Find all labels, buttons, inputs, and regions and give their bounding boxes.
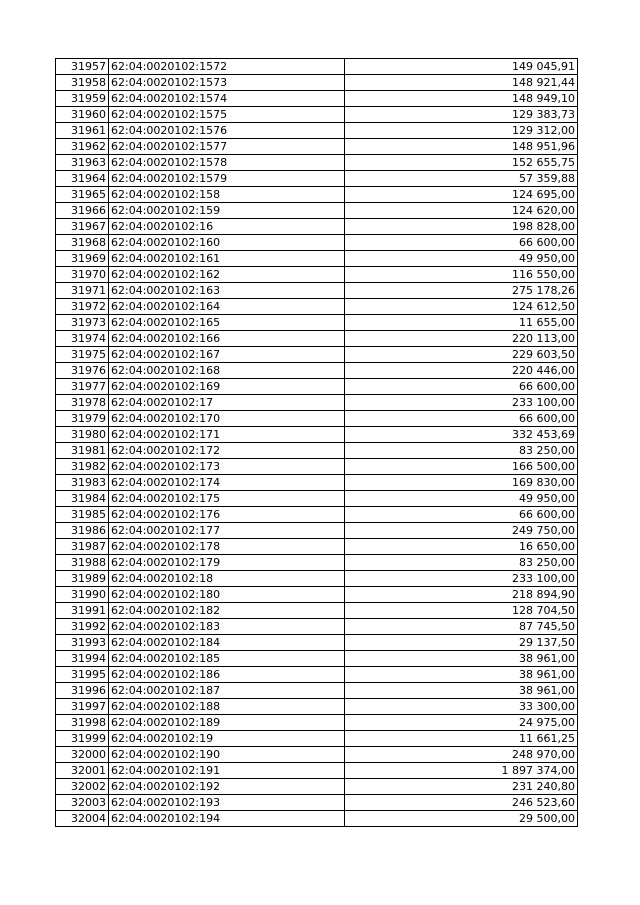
table-row <box>56 811 578 827</box>
row-number-cell: 31957 <box>56 59 109 75</box>
cadastral-value-cell: 124 620,00 <box>345 203 578 219</box>
table-row <box>56 699 578 715</box>
table-row <box>56 491 578 507</box>
row-number-cell: 31961 <box>56 123 109 139</box>
cadastral-number-cell: 62:04:0020102:167 <box>109 347 345 363</box>
cadastral-number-cell: 62:04:0020102:182 <box>109 603 345 619</box>
cadastral-value-cell: 124 612,50 <box>345 299 578 315</box>
cadastral-number-cell: 62:04:0020102:161 <box>109 251 345 267</box>
cadastral-value-cell: 128 704,50 <box>345 603 578 619</box>
cadastral-number-cell: 62:04:0020102:185 <box>109 651 345 667</box>
cadastral-number-cell: 62:04:0020102:1575 <box>109 107 345 123</box>
cadastral-value-cell: 169 830,00 <box>345 475 578 491</box>
cadastral-number-cell: 62:04:0020102:184 <box>109 635 345 651</box>
row-number-cell: 31981 <box>56 443 109 459</box>
cadastral-value-cell: 229 603,50 <box>345 347 578 363</box>
row-number-cell: 31972 <box>56 299 109 315</box>
cadastral-number-cell: 62:04:0020102:172 <box>109 443 345 459</box>
cadastral-number-cell: 62:04:0020102:165 <box>109 315 345 331</box>
cadastral-value-cell: 148 951,96 <box>345 139 578 155</box>
cadastral-value-cell: 246 523,60 <box>345 795 578 811</box>
cadastral-number-cell: 62:04:0020102:191 <box>109 763 345 779</box>
row-number-cell: 31980 <box>56 427 109 443</box>
table-row <box>56 779 578 795</box>
cadastral-number-cell: 62:04:0020102:192 <box>109 779 345 795</box>
row-number-cell: 31985 <box>56 507 109 523</box>
table-row <box>56 299 578 315</box>
table-row <box>56 203 578 219</box>
cadastral-number-cell: 62:04:0020102:189 <box>109 715 345 731</box>
cadastral-value-cell: 38 961,00 <box>345 651 578 667</box>
row-number-cell: 31958 <box>56 75 109 91</box>
cadastral-value-cell: 83 250,00 <box>345 555 578 571</box>
cadastral-value-cell: 1 897 374,00 <box>345 763 578 779</box>
row-number-cell: 31996 <box>56 683 109 699</box>
cadastral-value-cell: 38 961,00 <box>345 683 578 699</box>
row-number-cell: 31982 <box>56 459 109 475</box>
table-row <box>56 59 578 75</box>
table-row <box>56 539 578 555</box>
table-row <box>56 251 578 267</box>
row-number-cell: 31964 <box>56 171 109 187</box>
cadastral-number-cell: 62:04:0020102:180 <box>109 587 345 603</box>
cadastral-value-cell: 129 312,00 <box>345 123 578 139</box>
cadastral-value-cell: 275 178,26 <box>345 283 578 299</box>
row-number-cell: 31975 <box>56 347 109 363</box>
cadastral-value-cell: 220 113,00 <box>345 331 578 347</box>
cadastral-number-cell: 62:04:0020102:1579 <box>109 171 345 187</box>
cadastral-number-cell: 62:04:0020102:19 <box>109 731 345 747</box>
row-number-cell: 31976 <box>56 363 109 379</box>
cadastral-number-cell: 62:04:0020102:164 <box>109 299 345 315</box>
cadastral-number-cell: 62:04:0020102:166 <box>109 331 345 347</box>
row-number-cell: 31969 <box>56 251 109 267</box>
table-row <box>56 427 578 443</box>
cadastral-value-cell: 38 961,00 <box>345 667 578 683</box>
cadastral-value-cell: 249 750,00 <box>345 523 578 539</box>
cadastral-value-cell: 218 894,90 <box>345 587 578 603</box>
row-number-cell: 31959 <box>56 91 109 107</box>
table-row <box>56 171 578 187</box>
cadastral-number-cell: 62:04:0020102:1577 <box>109 139 345 155</box>
cadastral-value-cell: 166 500,00 <box>345 459 578 475</box>
row-number-cell: 31968 <box>56 235 109 251</box>
table-row <box>56 347 578 363</box>
cadastral-number-cell: 62:04:0020102:1573 <box>109 75 345 91</box>
table-row <box>56 555 578 571</box>
row-number-cell: 32004 <box>56 811 109 827</box>
cadastral-value-cell: 149 045,91 <box>345 59 578 75</box>
table-row <box>56 91 578 107</box>
row-number-cell: 31966 <box>56 203 109 219</box>
cadastral-value-cell: 129 383,73 <box>345 107 578 123</box>
cadastral-value-table <box>55 58 578 827</box>
cadastral-value-cell: 57 359,88 <box>345 171 578 187</box>
cadastral-number-cell: 62:04:0020102:187 <box>109 683 345 699</box>
table-row <box>56 603 578 619</box>
cadastral-value-cell: 152 655,75 <box>345 155 578 171</box>
row-number-cell: 31997 <box>56 699 109 715</box>
cadastral-value-cell: 220 446,00 <box>345 363 578 379</box>
table-row <box>56 411 578 427</box>
table-row <box>56 139 578 155</box>
cadastral-value-cell: 198 828,00 <box>345 219 578 235</box>
cadastral-number-cell: 62:04:0020102:194 <box>109 811 345 827</box>
cadastral-number-cell: 62:04:0020102:186 <box>109 667 345 683</box>
cadastral-number-cell: 62:04:0020102:174 <box>109 475 345 491</box>
cadastral-value-cell: 233 100,00 <box>345 571 578 587</box>
table-row <box>56 715 578 731</box>
row-number-cell: 31970 <box>56 267 109 283</box>
row-number-cell: 31962 <box>56 139 109 155</box>
cadastral-number-cell: 62:04:0020102:183 <box>109 619 345 635</box>
cadastral-number-cell: 62:04:0020102:17 <box>109 395 345 411</box>
cadastral-value-cell: 332 453,69 <box>345 427 578 443</box>
table-row <box>56 75 578 91</box>
cadastral-value-cell: 29 137,50 <box>345 635 578 651</box>
cadastral-number-cell: 62:04:0020102:163 <box>109 283 345 299</box>
cadastral-value-cell: 248 970,00 <box>345 747 578 763</box>
cadastral-number-cell: 62:04:0020102:170 <box>109 411 345 427</box>
cadastral-value-cell: 66 600,00 <box>345 379 578 395</box>
table-row <box>56 507 578 523</box>
cadastral-number-cell: 62:04:0020102:193 <box>109 795 345 811</box>
cadastral-number-cell: 62:04:0020102:176 <box>109 507 345 523</box>
cadastral-value-cell: 66 600,00 <box>345 507 578 523</box>
cadastral-number-cell: 62:04:0020102:1578 <box>109 155 345 171</box>
row-number-cell: 31983 <box>56 475 109 491</box>
table-row <box>56 635 578 651</box>
row-number-cell: 31999 <box>56 731 109 747</box>
row-number-cell: 31974 <box>56 331 109 347</box>
cadastral-number-cell: 62:04:0020102:16 <box>109 219 345 235</box>
row-number-cell: 31986 <box>56 523 109 539</box>
cadastral-value-cell: 49 950,00 <box>345 491 578 507</box>
cadastral-number-cell: 62:04:0020102:190 <box>109 747 345 763</box>
row-number-cell: 31973 <box>56 315 109 331</box>
cadastral-value-cell: 11 661,25 <box>345 731 578 747</box>
table-row <box>56 619 578 635</box>
row-number-cell: 32001 <box>56 763 109 779</box>
table-row <box>56 523 578 539</box>
table-row <box>56 235 578 251</box>
table-row <box>56 331 578 347</box>
row-number-cell: 31971 <box>56 283 109 299</box>
cadastral-number-cell: 62:04:0020102:1574 <box>109 91 345 107</box>
row-number-cell: 31990 <box>56 587 109 603</box>
row-number-cell: 31991 <box>56 603 109 619</box>
cadastral-value-cell: 116 550,00 <box>345 267 578 283</box>
row-number-cell: 31960 <box>56 107 109 123</box>
row-number-cell: 31994 <box>56 651 109 667</box>
table-row <box>56 379 578 395</box>
table-row <box>56 123 578 139</box>
row-number-cell: 31993 <box>56 635 109 651</box>
row-number-cell: 31978 <box>56 395 109 411</box>
cadastral-number-cell: 62:04:0020102:1576 <box>109 123 345 139</box>
table-row <box>56 763 578 779</box>
table-row <box>56 395 578 411</box>
table-row <box>56 155 578 171</box>
table-row <box>56 475 578 491</box>
table-row <box>56 683 578 699</box>
table-row <box>56 107 578 123</box>
cadastral-value-cell: 148 921,44 <box>345 75 578 91</box>
row-number-cell: 31967 <box>56 219 109 235</box>
cadastral-number-cell: 62:04:0020102:158 <box>109 187 345 203</box>
cadastral-number-cell: 62:04:0020102:171 <box>109 427 345 443</box>
cadastral-value-cell: 29 500,00 <box>345 811 578 827</box>
row-number-cell: 32002 <box>56 779 109 795</box>
table-row <box>56 267 578 283</box>
cadastral-value-cell: 24 975,00 <box>345 715 578 731</box>
cadastral-value-cell: 124 695,00 <box>345 187 578 203</box>
cadastral-number-cell: 62:04:0020102:178 <box>109 539 345 555</box>
table-row <box>56 795 578 811</box>
cadastral-value-cell: 66 600,00 <box>345 411 578 427</box>
cadastral-number-cell: 62:04:0020102:173 <box>109 459 345 475</box>
row-number-cell: 31992 <box>56 619 109 635</box>
cadastral-number-cell: 62:04:0020102:168 <box>109 363 345 379</box>
cadastral-number-cell: 62:04:0020102:18 <box>109 571 345 587</box>
cadastral-value-cell: 87 745,50 <box>345 619 578 635</box>
cadastral-number-cell: 62:04:0020102:169 <box>109 379 345 395</box>
cadastral-value-cell: 233 100,00 <box>345 395 578 411</box>
cadastral-number-cell: 62:04:0020102:159 <box>109 203 345 219</box>
row-number-cell: 32003 <box>56 795 109 811</box>
cadastral-value-cell: 231 240,80 <box>345 779 578 795</box>
cadastral-value-cell: 49 950,00 <box>345 251 578 267</box>
cadastral-value-cell: 16 650,00 <box>345 539 578 555</box>
cadastral-number-cell: 62:04:0020102:179 <box>109 555 345 571</box>
row-number-cell: 31998 <box>56 715 109 731</box>
table-row <box>56 219 578 235</box>
cadastral-value-cell: 33 300,00 <box>345 699 578 715</box>
row-number-cell: 31988 <box>56 555 109 571</box>
cadastral-value-cell: 83 250,00 <box>345 443 578 459</box>
cadastral-number-cell: 62:04:0020102:188 <box>109 699 345 715</box>
table-row <box>56 315 578 331</box>
table-row <box>56 667 578 683</box>
row-number-cell: 31989 <box>56 571 109 587</box>
row-number-cell: 31979 <box>56 411 109 427</box>
table-row <box>56 731 578 747</box>
table-row <box>56 587 578 603</box>
table-row <box>56 187 578 203</box>
cadastral-value-cell: 11 655,00 <box>345 315 578 331</box>
row-number-cell: 31977 <box>56 379 109 395</box>
row-number-cell: 32000 <box>56 747 109 763</box>
cadastral-number-cell: 62:04:0020102:162 <box>109 267 345 283</box>
cadastral-number-cell: 62:04:0020102:175 <box>109 491 345 507</box>
cadastral-number-cell: 62:04:0020102:160 <box>109 235 345 251</box>
table-row <box>56 363 578 379</box>
cadastral-value-cell: 66 600,00 <box>345 235 578 251</box>
table-row <box>56 651 578 667</box>
row-number-cell: 31995 <box>56 667 109 683</box>
table-row <box>56 283 578 299</box>
table-row <box>56 443 578 459</box>
cadastral-value-cell: 148 949,10 <box>345 91 578 107</box>
table-row <box>56 571 578 587</box>
row-number-cell: 31984 <box>56 491 109 507</box>
row-number-cell: 31963 <box>56 155 109 171</box>
cadastral-number-cell: 62:04:0020102:1572 <box>109 59 345 75</box>
table-row <box>56 747 578 763</box>
cadastral-number-cell: 62:04:0020102:177 <box>109 523 345 539</box>
row-number-cell: 31965 <box>56 187 109 203</box>
table-body <box>56 59 578 827</box>
row-number-cell: 31987 <box>56 539 109 555</box>
table-row <box>56 459 578 475</box>
